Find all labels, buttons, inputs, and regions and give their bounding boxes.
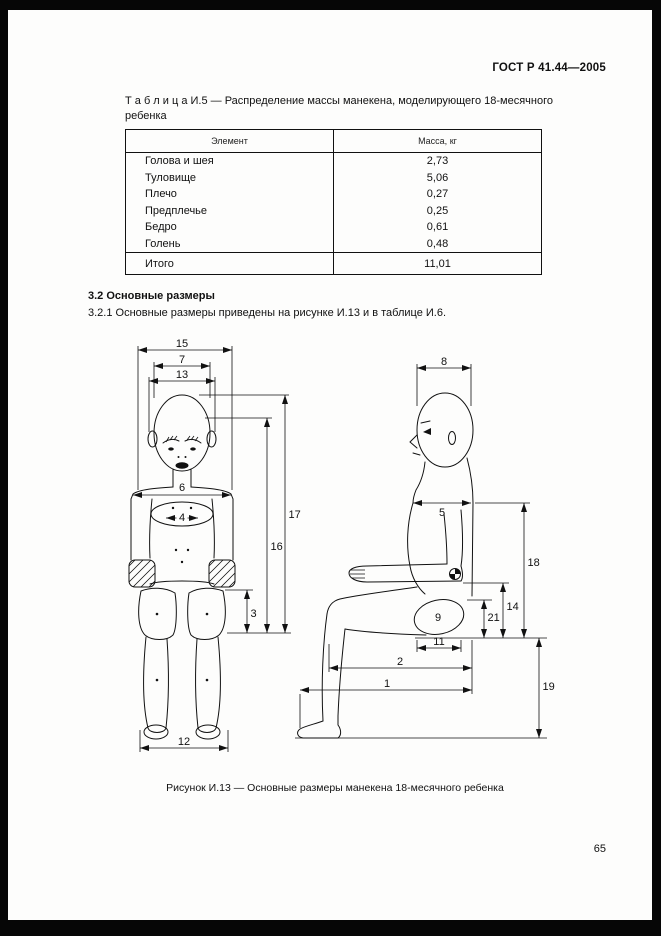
section-paragraph: 3.2.1 Основные размеры приведены на рисунке И.13 и в таблице И.6. [88, 307, 447, 319]
dim-label-15: 15 [175, 338, 189, 350]
mass-cell: 0,48 [334, 236, 542, 253]
eye-side [423, 428, 431, 435]
table-caption: Т а б л и ц а И.5 — Распределение массы манекена, моделирующего 18-месячного ребенка [125, 95, 553, 122]
figure-caption: Рисунок И.13 — Основные размеры манекена 18-месячного ребенка [166, 782, 504, 794]
dim-label-19: 19 [542, 681, 555, 693]
nose [410, 435, 417, 448]
dim-label-4: 4 [178, 512, 186, 524]
figure-i13-drawing [95, 338, 575, 773]
table-row [126, 153, 542, 170]
element-cell: Туловище [145, 171, 197, 184]
table-header-row [126, 130, 542, 153]
dim-label-3: 3 [250, 608, 257, 620]
eye-left [168, 447, 174, 450]
dim-label-8: 8 [440, 356, 448, 368]
dim-label-13: 13 [175, 369, 189, 381]
table-row [126, 186, 542, 203]
dim-label-7: 7 [178, 354, 186, 366]
dim-label-2: 2 [396, 656, 404, 668]
dim-label-14: 14 [506, 601, 519, 613]
dim-label-17: 17 [288, 509, 301, 521]
total-label-cell: Итого [126, 253, 334, 275]
column-header-mass: Масса, кг [334, 130, 542, 153]
dim-label-1: 1 [383, 678, 391, 690]
element-cell: Голова и шея [145, 155, 214, 168]
dim-label-18: 18 [527, 557, 540, 569]
ear-right [207, 431, 216, 447]
page-number: 65 [593, 843, 606, 855]
mass-cell: 0,61 [334, 219, 542, 236]
dim-label-16: 16 [270, 541, 283, 553]
mass-distribution-table [125, 129, 542, 275]
table-row [126, 203, 542, 220]
eye-right [190, 447, 196, 450]
ear-side [449, 432, 456, 445]
table-row [126, 170, 542, 187]
element-cell: Плечо [145, 188, 177, 201]
dim-label-5: 5 [438, 507, 446, 519]
dim-label-6: 6 [178, 482, 186, 494]
table-total-row [126, 253, 542, 275]
dim-label-9: 9 [434, 612, 442, 624]
element-cell: Голень [145, 237, 181, 250]
mass-cell: 2,73 [334, 153, 542, 170]
mass-cell: 0,25 [334, 203, 542, 220]
table-row [126, 219, 542, 236]
dim-label-21: 21 [487, 612, 500, 624]
dim-label-11: 11 [433, 636, 445, 648]
element-cell: Бедро [145, 221, 177, 234]
table-row [126, 236, 542, 253]
section-heading: 3.2 Основные размеры [88, 290, 215, 302]
document-page [8, 10, 652, 920]
mass-cell: 5,06 [334, 170, 542, 187]
front-view-manikin [129, 395, 235, 739]
standard-code: ГОСТ Р 41.44—2005 [492, 62, 606, 74]
element-cell: Предплечье [145, 204, 208, 217]
total-mass-cell: 11,01 [334, 253, 542, 275]
mass-cell: 0,27 [334, 186, 542, 203]
column-header-element: Элемент [126, 130, 334, 153]
dim-label-12: 12 [177, 736, 191, 748]
ear-left [148, 431, 157, 447]
mouth [176, 462, 189, 468]
